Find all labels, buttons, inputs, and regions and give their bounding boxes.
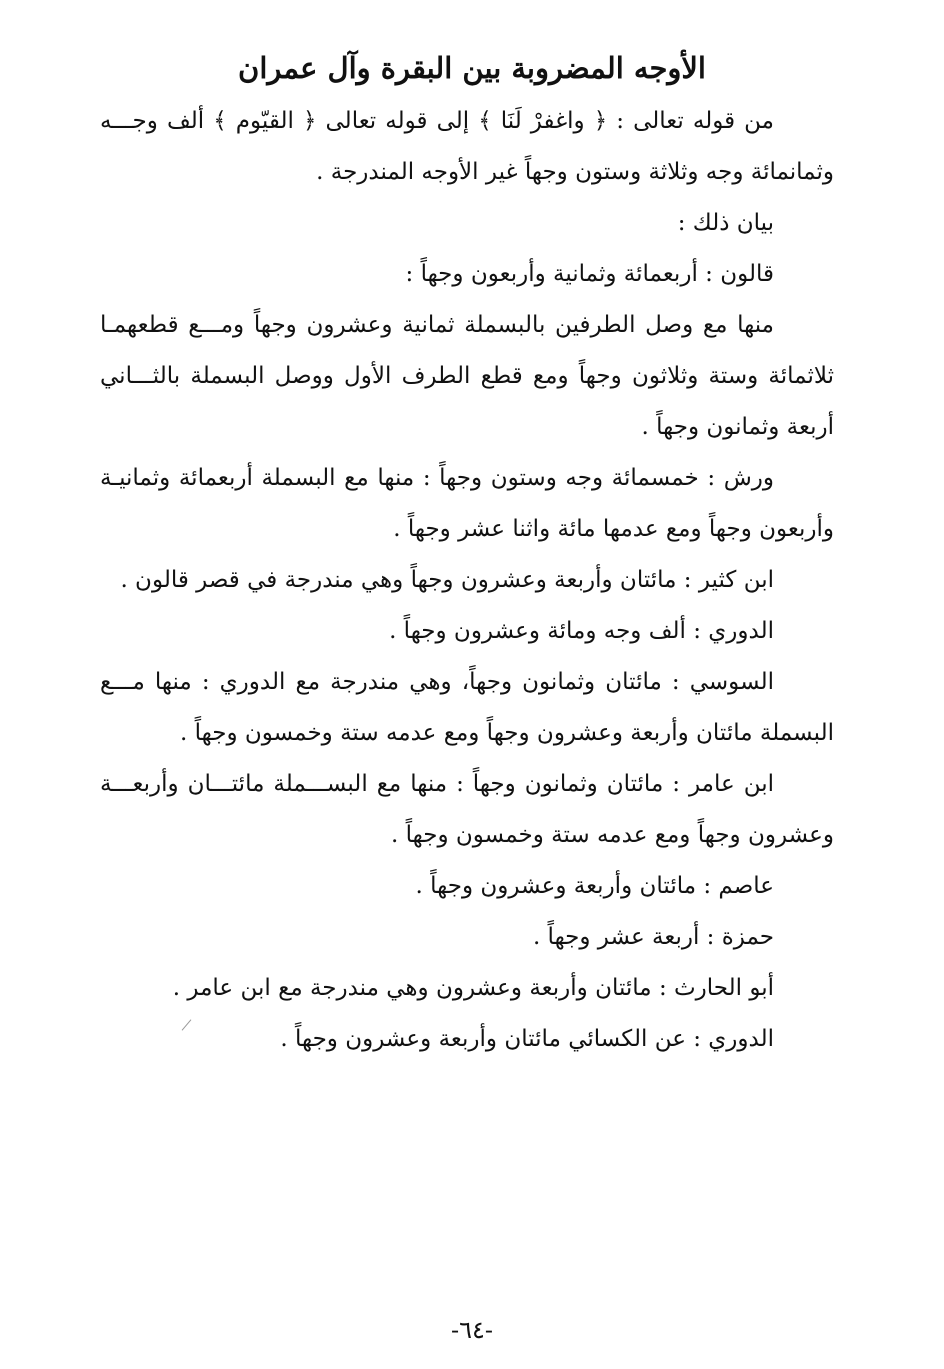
text-line-14: ابن عامر : مائتان وثمانون وجهاً : منها مع البســـملة مائتـــان وأربعـــة [100,771,774,797]
text-line-8: ورش : خمسمائة وجه وستون وجهاً : منها مع البسملة أربعمائة وثمانيـة [100,465,774,491]
text-line-12: السوسي : مائتان وثمانون وجهاً، وهي مندرجة مع الدوري : منها مـــع [100,669,774,695]
text-line-15: وعشرون وجهاً ومع عدمه ستة وخمسون وجهاً . [391,822,834,848]
text-line-3: بيان ذلك : [677,210,774,236]
text-line-10: ابن كثير : مائتان وأربعة وعشرون وجهاً وهي مندرجة في قصر قالون . [120,567,774,593]
text-line-11: الدوري : ألف وجه ومائة وعشرون وجهاً . [389,618,774,644]
text-line-9: وأربعون وجهاً ومع عدمها مائة واثنا عشر وجهاً . [393,516,834,542]
text-line-6: ثلاثمائة وستة وثلاثون وجهاً ومع قطع الطرف الأول ووصل البسملة بالثـــاني [100,363,834,389]
page-title: الأوجه المضروبة بين البقرة وآل عمران [238,51,706,85]
text-line-18: أبو الحارث : مائتان وأربعة وعشرون وهي مندرجة مع ابن عامر . [172,975,774,1001]
text-line-13: البسملة مائتان وأربعة وعشرون وجهاً ومع عدمه ستة وخمسون وجهاً . [180,720,834,746]
text-line-16: عاصم : مائتان وأربعة وعشرون وجهاً . [415,873,774,899]
text-line-1: من قوله تعالى : ﴿ واغفرْ لَنَا ﴾ إلى قوله تعالى ﴿ القيّوم ﴾ ألف وجـــه [100,108,774,134]
text-line-7: أربعة وثمانون وجهاً . [641,414,834,440]
text-line-19: الدوري : عن الكسائي مائتان وأربعة وعشرون وجهاً . [280,1026,774,1052]
text-line-5: منها مع وصل الطرفين بالبسملة ثمانية وعشرون وجهاً ومـــع قطعهمـا [100,312,774,338]
page-number: -٦٤- [451,1316,493,1344]
body-text [100,96,834,1065]
text-line-4: قالون : أربعمائة وثمانية وأربعون وجهاً : [405,261,774,287]
text-line-2: وثمانمائة وجه وثلاثة وستون وجهاً غير الأوجه المندرجة . [316,159,834,185]
text-line-17: حمزة : أربعة عشر وجهاً . [532,924,774,950]
